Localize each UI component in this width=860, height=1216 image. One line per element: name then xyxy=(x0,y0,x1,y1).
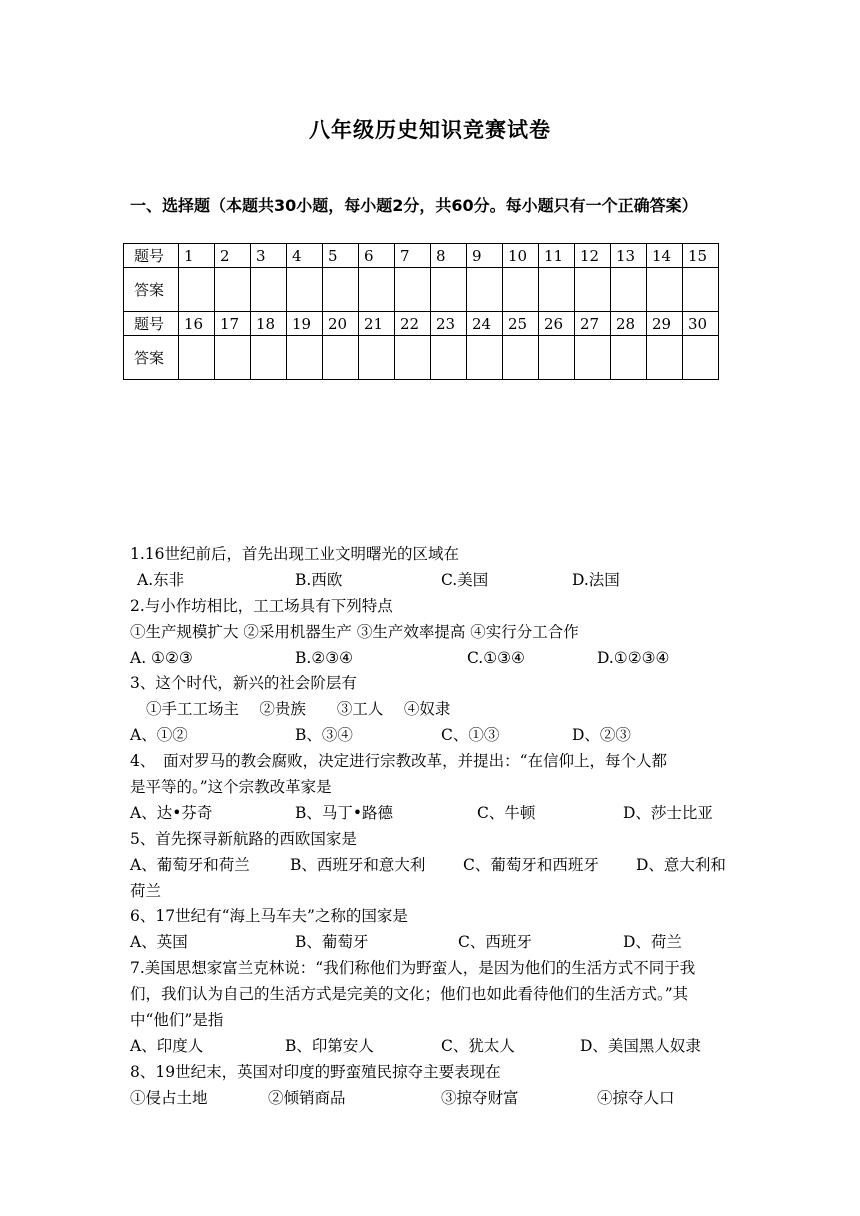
answer-cell xyxy=(647,336,683,380)
question-number-cell: 8 xyxy=(431,244,467,268)
answer-cell xyxy=(395,336,431,380)
question-number-cell: 2 xyxy=(215,244,251,268)
answer-cell xyxy=(647,268,683,312)
q3-stem: 3、这个时代，新兴的社会阶层有 xyxy=(130,674,357,693)
answer-cell xyxy=(575,336,611,380)
question-number-cell: 17 xyxy=(215,312,251,336)
q7-option-c: C、犹太人 xyxy=(441,1036,515,1055)
answer-cell xyxy=(215,268,251,312)
table-row-numbers-1 xyxy=(124,244,719,268)
question-number-cell: 30 xyxy=(683,312,719,336)
question-number-cell: 28 xyxy=(611,312,647,336)
answer-cell xyxy=(359,336,395,380)
question-number-cell: 9 xyxy=(467,244,503,268)
answer-cell xyxy=(179,268,215,312)
question-number-cell: 18 xyxy=(251,312,287,336)
q6-option-d: D、荷兰 xyxy=(623,933,682,952)
q1-option-a: A.东非 xyxy=(137,570,185,589)
q6-options xyxy=(130,930,740,956)
answer-cell xyxy=(503,268,539,312)
q1-options xyxy=(130,568,740,594)
question-number-cell: 14 xyxy=(647,244,683,268)
q3-option-b: B、③④ xyxy=(295,726,353,745)
question-number-cell: 6 xyxy=(359,244,395,268)
q3-option-d: D、②③ xyxy=(572,726,631,745)
table-row-answers-2 xyxy=(124,336,719,380)
question-number-cell: 19 xyxy=(287,312,323,336)
q3-option-c: C、①③ xyxy=(441,726,500,745)
question-number-cell: 16 xyxy=(179,312,215,336)
questions xyxy=(130,542,740,1112)
q6-option-a: A、英国 xyxy=(130,933,188,952)
q2-stem: 2.与小作坊相比，工工场具有下列特点 xyxy=(130,596,393,615)
question-number-cell: 10 xyxy=(503,244,539,268)
q1-option-b: B.西欧 xyxy=(295,570,343,589)
q4-stem-2: 是平等的。”这个宗教改革家是 xyxy=(130,778,332,797)
answer-cell xyxy=(683,268,719,312)
answer-cell xyxy=(539,336,575,380)
q6-option-c: C、西班牙 xyxy=(458,933,532,952)
question-number-cell: 3 xyxy=(251,244,287,268)
q8-item-3: ③掠夺财富 xyxy=(441,1088,519,1107)
question-number-cell: 21 xyxy=(359,312,395,336)
answer-cell xyxy=(215,336,251,380)
answer-cell xyxy=(179,336,215,380)
answer-cell xyxy=(683,336,719,380)
answer-cell xyxy=(287,268,323,312)
answer-cell xyxy=(431,268,467,312)
question-number-cell: 13 xyxy=(611,244,647,268)
question-number-cell: 27 xyxy=(575,312,611,336)
question-number-cell: 12 xyxy=(575,244,611,268)
answer-cell xyxy=(323,268,359,312)
question-number-cell: 25 xyxy=(503,312,539,336)
answer-cell xyxy=(287,336,323,380)
q6-stem: 6、17世纪有“海上马车夫”之称的国家是 xyxy=(130,907,408,926)
q3-option-a: A、①② xyxy=(130,726,188,745)
q1-stem: 1.16世纪前后，首先出现工业文明曙光的区域在 xyxy=(130,545,460,563)
q2-option-c: C.①③④ xyxy=(467,648,525,667)
q7-stem-1: 7.美国思想家富兰克林说：“我们称他们为野蛮人，是因为他们的生活方式不同于我 xyxy=(130,959,696,978)
q7-stem-2: 们，我们认为自己的生活方式是完美的文化；他们也如此看待他们的生活方式。”其 xyxy=(130,985,689,1004)
q2-options xyxy=(130,646,740,672)
q8-stem: 8、19世纪末，英国对印度的野蛮殖民掠夺主要表现在 xyxy=(130,1062,501,1081)
answer-cell xyxy=(395,268,431,312)
q1-option-d: D.法国 xyxy=(572,570,620,589)
answer-cell xyxy=(575,268,611,312)
q8-item-1: ①侵占土地 xyxy=(130,1088,208,1107)
question-number-cell: 11 xyxy=(539,244,575,268)
question-number-cell: 26 xyxy=(539,312,575,336)
q5-options xyxy=(130,853,740,879)
answer-cell xyxy=(431,336,467,380)
q5-option-b: B、西班牙和意大利 xyxy=(290,855,426,874)
q4-option-a: A、达•芬奇 xyxy=(130,803,213,822)
q8-items xyxy=(130,1086,740,1112)
table-row-label: 答案 xyxy=(124,336,179,380)
table-row-label: 题号 xyxy=(124,244,179,268)
table-row-label: 答案 xyxy=(124,268,179,312)
q4-stem-1: 4、 面对罗马的教会腐败，决定进行宗教改革，并提出：“在信仰上，每个人都 xyxy=(130,752,668,771)
question-number-cell: 20 xyxy=(323,312,359,336)
q3-options xyxy=(130,723,740,749)
question-number-cell: 7 xyxy=(395,244,431,268)
q4-option-c: C、牛顿 xyxy=(477,803,536,822)
q4-option-d: D、莎士比亚 xyxy=(623,803,713,822)
answer-cell xyxy=(467,336,503,380)
answer-cell xyxy=(611,336,647,380)
answer-cell xyxy=(323,336,359,380)
q5-option-c: C、葡萄牙和西班牙 xyxy=(463,855,599,874)
q4-options xyxy=(130,801,740,827)
q7-option-a: A、印度人 xyxy=(130,1036,204,1055)
q2-items: ①生产规模扩大 ②采用机器生产 ③生产效率提高 ④实行分工合作 xyxy=(130,622,579,641)
q4-option-b: B、马丁•路德 xyxy=(295,803,394,822)
answer-table xyxy=(123,243,719,380)
q3-items: ①手工工场主 ②贵族 ③工人 ④奴隶 xyxy=(146,700,451,719)
q1-option-c: C.美国 xyxy=(441,570,489,589)
answer-cell xyxy=(251,336,287,380)
q5-option-d-cont: 荷兰 xyxy=(130,881,162,900)
q2-option-d: D.①②③④ xyxy=(597,648,670,667)
q7-options xyxy=(130,1034,740,1060)
question-number-cell: 15 xyxy=(683,244,719,268)
q5-option-d: D、意大利和 xyxy=(636,855,726,874)
question-number-cell: 22 xyxy=(395,312,431,336)
table-row-numbers-2 xyxy=(124,312,719,336)
question-number-cell: 1 xyxy=(179,244,215,268)
table-row-answers-1 xyxy=(124,268,719,312)
question-number-cell: 23 xyxy=(431,312,467,336)
q6-option-b: B、葡萄牙 xyxy=(295,933,369,952)
answer-cell xyxy=(467,268,503,312)
answer-cell xyxy=(359,268,395,312)
q8-item-4: ④掠夺人口 xyxy=(597,1088,675,1107)
q8-item-2: ②倾销商品 xyxy=(268,1088,346,1107)
answer-cell xyxy=(611,268,647,312)
section-heading: 一、选择题（本题共30小题，每小题2分，共60分。每小题只有一个正确答案） xyxy=(130,196,698,215)
question-number-cell: 29 xyxy=(647,312,683,336)
q5-option-a: A、葡萄牙和荷兰 xyxy=(130,855,250,874)
q7-stem-3: 中“他们”是指 xyxy=(130,1011,224,1030)
q7-option-d: D、美国黑人奴隶 xyxy=(580,1036,701,1055)
page-title: 八年级历史知识竞赛试卷 xyxy=(309,118,551,142)
q2-option-b: B.②③④ xyxy=(295,648,354,667)
answer-cell xyxy=(251,268,287,312)
question-number-cell: 4 xyxy=(287,244,323,268)
answer-cell xyxy=(503,336,539,380)
answer-cell xyxy=(539,268,575,312)
q7-option-b: B、印第安人 xyxy=(285,1036,374,1055)
table-row-label: 题号 xyxy=(124,312,179,336)
question-number-cell: 5 xyxy=(323,244,359,268)
q5-stem: 5、首先探寻新航路的西欧国家是 xyxy=(130,829,357,848)
question-number-cell: 24 xyxy=(467,312,503,336)
q2-option-a: A. ①②③ xyxy=(130,648,193,667)
